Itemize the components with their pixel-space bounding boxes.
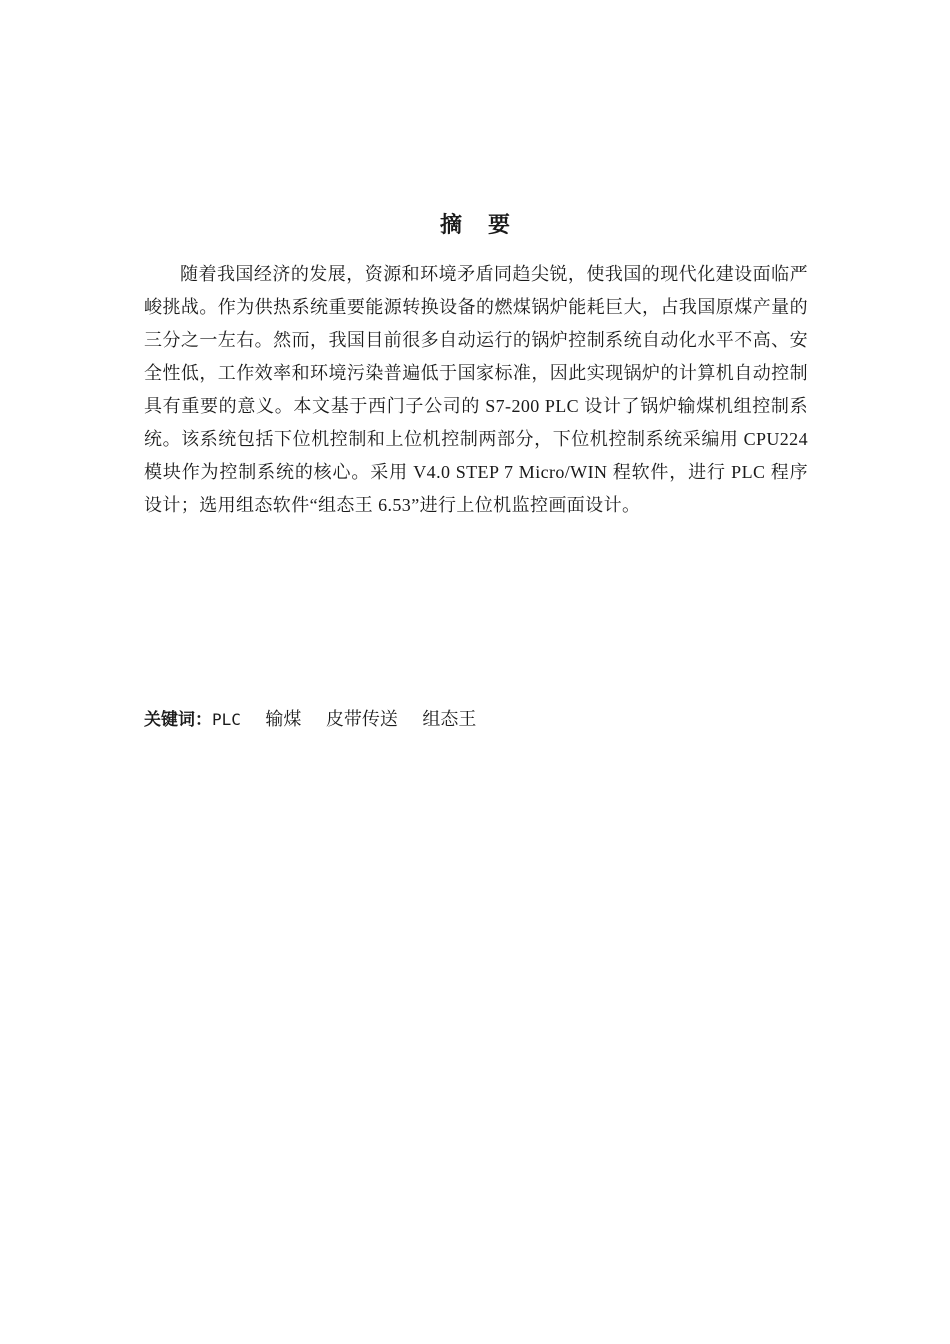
keyword-item: PLC	[212, 710, 241, 729]
keyword-item: 输煤	[265, 709, 302, 729]
keywords-label: 关键词：	[144, 710, 212, 730]
keyword-item: 皮带传送	[325, 709, 398, 729]
keyword-item: 组态王	[422, 709, 477, 729]
keywords-line	[144, 704, 808, 735]
abstract-title: 摘要	[439, 213, 536, 238]
abstract-body: 随着我国经济的发展，资源和环境矛盾同趋尖锐，使我国的现代化建设面临严峻挑战。作为供热系统重要能源转换设备的燃煤锅炉能耗巨大，占我国原煤产量的三分之一左右。然而，我国目前很多自动运行的锅炉控制系统自动化水平不高、安全性低，工作效率和环境污染普遍低于国家标准，因此实现锅炉的计算机自动控制具有重要的意义。本文基于西门子公司的 S7-200 PLC 设计了锅炉输煤机组控制系统。该系统包括下位机控制和上位机控制两部分，下位机控制系统采编用 CPU224 模块作为控制系统的核心。采用 V4.0 STEP 7 Micro/WIN 程软件，进行 PLC 程序设计；选用组态软件“组态王 6.53”进行上位机监控画面设计。	[144, 264, 808, 515]
